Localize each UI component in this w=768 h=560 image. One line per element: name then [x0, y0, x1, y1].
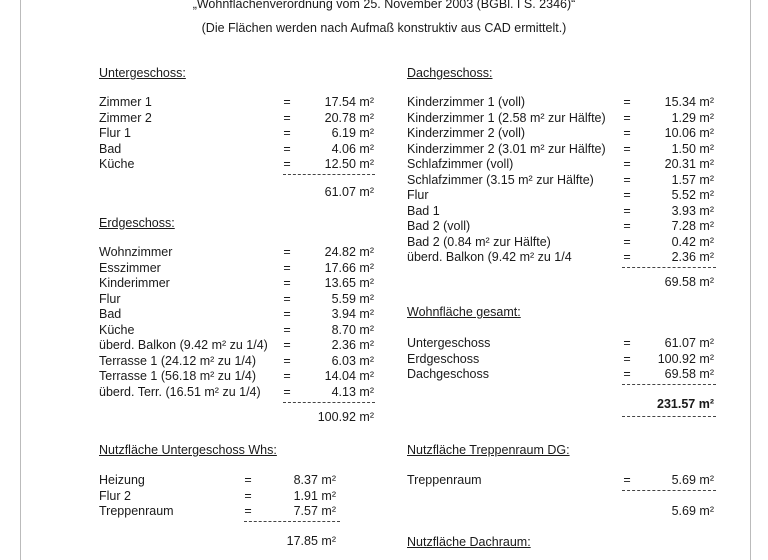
equals-sign: =	[623, 367, 631, 381]
subtotal-separator	[244, 521, 340, 522]
total-double-rule	[622, 416, 716, 417]
equals-sign: =	[244, 473, 252, 487]
row-label: Zimmer 1	[99, 95, 152, 109]
section-title: Nutzfläche Dachraum:	[407, 535, 531, 549]
equals-sign: =	[623, 203, 631, 218]
page-right-border	[750, 0, 751, 560]
row-label: Flur	[99, 291, 121, 306]
row-label: Bad 1	[407, 203, 440, 218]
equals-sign: =	[623, 250, 631, 264]
row-value: 3.94 m²	[331, 307, 374, 321]
subtotal-separator	[622, 267, 716, 268]
row-label: Untergeschoss	[407, 336, 491, 350]
row-label: Bad 2 (voll)	[407, 219, 471, 233]
equals-sign: =	[623, 126, 631, 140]
row-label: Wohnzimmer	[99, 245, 173, 259]
row-value: 6.03 m²	[331, 353, 374, 368]
row-label: Kinderimmer	[99, 276, 170, 290]
subtotal-separator	[283, 174, 375, 175]
equals-sign: =	[623, 219, 631, 233]
equals-sign: =	[283, 276, 291, 290]
row-label: überd. Terr. (16.51 m² zu 1/4)	[99, 384, 261, 399]
row-label: Kinderzimmer 1 (voll)	[407, 95, 526, 109]
row-value: 8.70 m²	[331, 322, 374, 337]
row-value: 1.91 m²	[293, 488, 336, 503]
row-label: Bad 2 (0.84 m² zur Hälfte)	[407, 234, 551, 249]
page-left-border	[20, 0, 21, 560]
row-value: 4.06 m²	[331, 141, 374, 156]
row-value: 7.57 m²	[293, 504, 336, 518]
row-label: Flur 1	[99, 126, 131, 140]
equals-sign: =	[623, 351, 631, 366]
section-total: 17.85 m²	[286, 534, 336, 548]
row-value: 69.58 m²	[664, 367, 714, 381]
equals-sign: =	[283, 95, 291, 109]
row-value: 14.04 m²	[324, 369, 374, 383]
row-label: Kinderzimmer 1 (2.58 m² zur Hälfte)	[407, 110, 606, 125]
row-label: Flur	[407, 188, 429, 202]
equals-sign: =	[283, 141, 291, 156]
section-total: 231.57 m²	[657, 397, 714, 411]
row-value: 7.28 m²	[671, 219, 714, 233]
row-value: 17.54 m²	[324, 95, 374, 109]
row-label: Kinderzimmer 2 (3.01 m² zur Hälfte)	[407, 141, 606, 156]
equals-sign: =	[283, 245, 291, 259]
row-value: 2.36 m²	[671, 250, 714, 264]
row-label: Bad	[99, 141, 122, 156]
row-value: 5.69 m²	[671, 473, 714, 487]
row-label: Erdgeschoss	[407, 351, 480, 366]
row-value: 61.07 m²	[664, 336, 714, 350]
equals-sign: =	[623, 188, 631, 202]
equals-sign: =	[244, 504, 252, 518]
equals-sign: =	[283, 369, 291, 383]
row-value: 4.13 m²	[331, 384, 374, 399]
section-total: 100.92 m²	[317, 410, 374, 424]
equals-sign: =	[283, 157, 291, 171]
equals-sign: =	[623, 172, 631, 187]
row-value: 17.66 m²	[324, 260, 374, 275]
subtotal-separator	[283, 402, 375, 403]
row-value: 15.34 m²	[664, 95, 714, 109]
section-title: Erdgeschoss:	[99, 216, 175, 230]
equals-sign: =	[623, 473, 631, 487]
subtotal-separator	[622, 490, 716, 491]
equals-sign: =	[283, 291, 291, 306]
row-label: überd. Balkon (9.42 m² zu 1/4	[407, 250, 572, 264]
row-label: Treppenraum	[407, 473, 482, 487]
row-label: Küche	[99, 157, 135, 171]
equals-sign: =	[623, 234, 631, 249]
equals-sign: =	[283, 126, 291, 140]
row-label: Dachgeschoss	[407, 367, 489, 381]
section-title: Wohnfläche gesamt:	[407, 305, 521, 319]
row-label: Terrasse 1 (24.12 m² zu 1/4)	[99, 353, 257, 368]
section-title: Nutzfläche Untergeschoss Whs:	[99, 443, 277, 457]
section-total: 61.07 m²	[324, 185, 374, 199]
row-value: 1.50 m²	[671, 141, 714, 156]
equals-sign: =	[283, 260, 291, 275]
row-value: 13.65 m²	[324, 276, 374, 290]
equals-sign: =	[283, 338, 291, 352]
row-label: Flur 2	[99, 488, 131, 503]
row-value: 1.57 m²	[671, 172, 714, 187]
row-value: 8.37 m²	[293, 473, 336, 487]
row-value: 6.19 m²	[331, 126, 374, 140]
section-title: Untergeschoss:	[99, 66, 186, 80]
subtotal-separator	[622, 384, 716, 385]
row-label: Heizung	[99, 473, 145, 487]
equals-sign: =	[283, 110, 291, 125]
section-title: Dachgeschoss:	[407, 66, 493, 80]
equals-sign: =	[623, 336, 631, 350]
row-label: Schlafzimmer (voll)	[407, 157, 514, 171]
row-value: 0.42 m²	[671, 234, 714, 249]
equals-sign: =	[283, 307, 291, 321]
row-label: Schlafzimmer (3.15 m² zur Hälfte)	[407, 172, 594, 187]
row-value: 20.31 m²	[664, 157, 714, 171]
row-label: Zimmer 2	[99, 110, 152, 125]
section-title: Nutzfläche Treppenraum DG:	[407, 443, 570, 457]
row-value: 10.06 m²	[664, 126, 714, 140]
row-value: 24.82 m²	[324, 245, 374, 259]
row-label: Küche	[99, 322, 135, 337]
header-regulation: „Wohnflächenverordnung vom 25. November 2003 (BGBl. I S. 2346)“	[192, 0, 576, 11]
equals-sign: =	[623, 95, 631, 109]
row-value: 2.36 m²	[331, 338, 374, 352]
row-label: Esszimmer	[99, 260, 161, 275]
row-label: Bad	[99, 307, 122, 321]
row-value: 3.93 m²	[671, 203, 714, 218]
row-label: Treppenraum	[99, 504, 174, 518]
section-total: 69.58 m²	[664, 275, 714, 289]
equals-sign: =	[283, 353, 291, 368]
equals-sign: =	[623, 110, 631, 125]
section-total: 5.69 m²	[671, 504, 714, 518]
row-value: 5.59 m²	[331, 291, 374, 306]
header-note: (Die Flächen werden nach Aufmaß konstruktiv aus CAD ermittelt.)	[201, 21, 567, 35]
equals-sign: =	[623, 141, 631, 156]
equals-sign: =	[283, 322, 291, 337]
row-value: 100.92 m²	[657, 351, 714, 366]
row-label: überd. Balkon (9.42 m² zu 1/4)	[99, 338, 268, 352]
row-label: Kinderzimmer 2 (voll)	[407, 126, 526, 140]
equals-sign: =	[283, 384, 291, 399]
row-value: 1.29 m²	[671, 110, 714, 125]
row-value: 5.52 m²	[671, 188, 714, 202]
row-label: Terrasse 1 (56.18 m² zu 1/4)	[99, 369, 257, 383]
row-value: 12.50 m²	[324, 157, 374, 171]
equals-sign: =	[244, 488, 252, 503]
row-value: 20.78 m²	[324, 110, 374, 125]
equals-sign: =	[623, 157, 631, 171]
